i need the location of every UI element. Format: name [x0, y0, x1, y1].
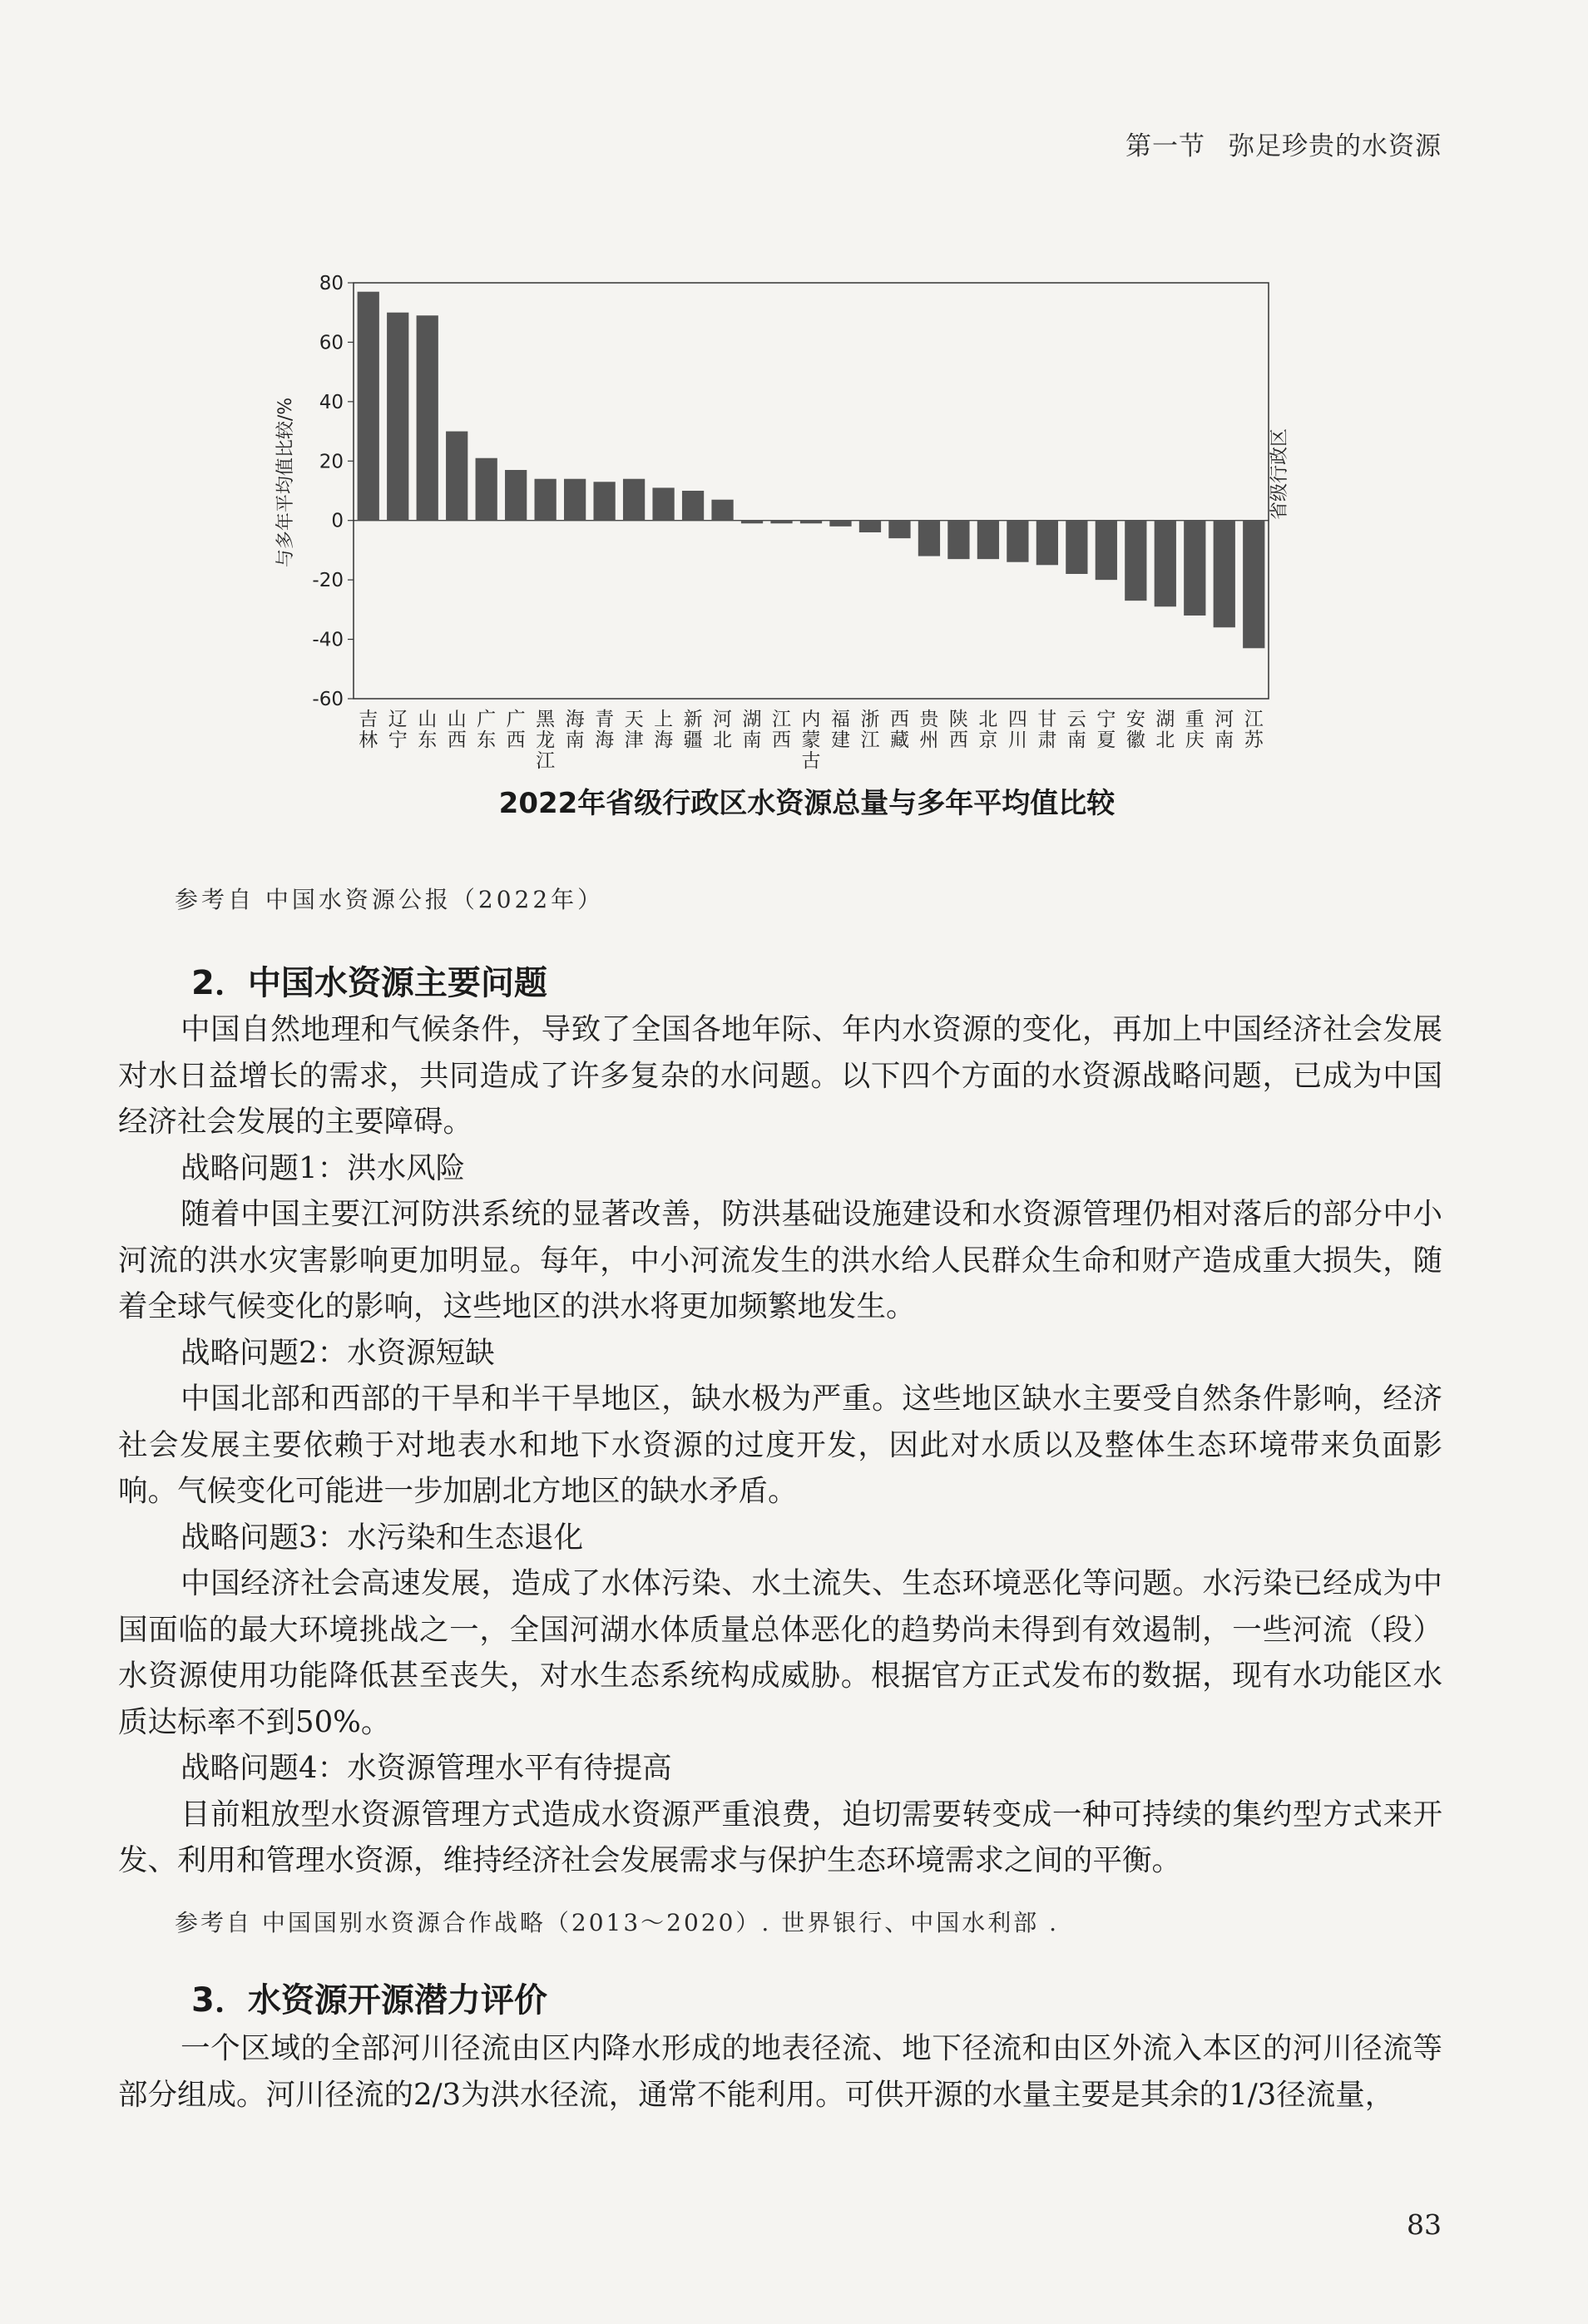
problem-2-title: 战略问题2：水资源短缺 — [181, 1335, 495, 1370]
bar-chart — [275, 266, 1339, 782]
bar-甘肃 — [1036, 521, 1058, 566]
x-tick-label: 重庆 — [1185, 709, 1205, 751]
chart-x-labels — [359, 709, 1264, 772]
problem-1-text: 随着中国主要江河防洪系统的显著改善，防洪基础设施建设和水资源管理仍相对落后的部分中小河流的洪水灾害影响更加明显。每年，中小河流发生的洪水给人民群众生命和财产造成重大损失，随着全球气候变化的影响，这些地区的洪水将更加频繁地发生。 — [118, 1197, 1442, 1323]
bar-四川 — [1007, 521, 1028, 562]
chart-bars — [358, 292, 1265, 649]
source-citation-1: 参考自 中国水资源公报（2022年） — [175, 886, 605, 913]
bar-广西 — [505, 470, 527, 521]
y-tick-label: 60 — [319, 332, 344, 354]
y-tick-label: 20 — [319, 451, 344, 473]
section-body-water-potential — [118, 2025, 1442, 2118]
x-tick-label: 安徽 — [1125, 709, 1145, 751]
bar-福建 — [829, 521, 851, 527]
bar-河南 — [1214, 521, 1235, 628]
x-tick-label: 北京 — [978, 709, 998, 751]
bar-安徽 — [1125, 521, 1146, 601]
y-tick-label: 80 — [319, 273, 344, 294]
header-title: 弥足珍贵的水资源 — [1229, 131, 1442, 161]
y-tick-label: -20 — [312, 570, 344, 592]
running-header — [1125, 125, 1442, 162]
x-tick-label: 辽宁 — [388, 709, 408, 751]
bar-山西 — [446, 432, 467, 521]
bar-贵州 — [918, 521, 940, 556]
x-tick-label: 广东 — [477, 709, 497, 751]
x-tick-label: 福建 — [830, 709, 850, 751]
problem-3-title: 战略问题3：水污染和生态退化 — [181, 1520, 584, 1555]
bar-湖南 — [741, 521, 763, 524]
y-tick-label: 0 — [331, 510, 344, 532]
x-tick-label: 黑龙江 — [536, 709, 556, 772]
problem-4-title: 战略问题4：水资源管理水平有待提高 — [181, 1751, 672, 1785]
bar-重庆 — [1184, 521, 1205, 616]
x-tick-label: 广西 — [506, 709, 526, 751]
bar-青海 — [593, 482, 615, 520]
x-tick-label: 吉林 — [359, 709, 378, 751]
y-tick-label: 40 — [319, 391, 344, 413]
problem-4-text: 目前粗放型水资源管理方式造成水资源严重浪费，迫切需要转变成一种可持续的集约型方式来开发、利用和管理水资源，维持经济社会发展需求与保护生态环境需求之间的平衡。 — [118, 1797, 1442, 1877]
x-tick-label: 云南 — [1066, 709, 1086, 751]
bar-黑龙江 — [535, 479, 557, 521]
x-tick-label: 浙江 — [860, 709, 880, 751]
header-section: 第一节 — [1125, 131, 1205, 161]
problem-1-title: 战略问题1：洪水风险 — [181, 1150, 466, 1185]
bar-浙江 — [859, 521, 881, 532]
x-tick-label: 山东 — [418, 709, 438, 751]
y-tick-label: -60 — [312, 689, 344, 710]
bar-湖北 — [1155, 521, 1176, 607]
chart-y-ticks — [312, 273, 354, 710]
bar-新疆 — [682, 491, 704, 521]
bar-广东 — [476, 458, 497, 521]
bar-江苏 — [1243, 521, 1264, 649]
bar-辽宁 — [387, 313, 408, 521]
problem-2-text: 中国北部和西部的干旱和半干旱地区，缺水极为严重。这些地区缺水主要受自然条件影响，经济社会发展主要依赖于对地表水和地下水资源的过度开发，因此对水质以及整体生态环境带来负面影响。气候变化可能进一步加剧北方地区的缺水矛盾。 — [118, 1382, 1442, 1508]
y-tick-label: -40 — [312, 629, 344, 651]
x-tick-label: 青海 — [595, 709, 615, 751]
x-tick-label: 湖南 — [742, 709, 762, 751]
bar-内蒙古 — [800, 521, 822, 524]
bar-云南 — [1066, 521, 1087, 574]
x-tick-label: 西藏 — [889, 709, 909, 751]
bar-北京 — [977, 521, 999, 559]
x-tick-label: 陕西 — [948, 709, 968, 751]
x-tick-label: 上海 — [654, 709, 674, 751]
bar-河北 — [711, 500, 733, 521]
section-heading-water-potential: 3．水资源开源潜力评价 — [191, 1981, 547, 2020]
bar-西藏 — [888, 521, 910, 538]
page-number: 83 — [1407, 2208, 1442, 2241]
x-tick-label: 四川 — [1007, 709, 1027, 751]
problem-3-text: 中国经济社会高速发展，造成了水体污染、水土流失、生态环境恶化等问题。水污染已经成为中国面临的最大环境挑战之一，全国河湖水体质量总体恶化的趋势尚未得到有效遏制，一些河流（段）水资源使用功能降低甚至丧失，对水生态系统构成威胁。根据官方正式发布的数据，现有水功能区水质达标率不到50%。 — [118, 1566, 1442, 1739]
x-tick-label: 内蒙古 — [801, 709, 821, 772]
bar-天津 — [623, 479, 645, 521]
section-heading-water-problems: 2．中国水资源主要问题 — [191, 964, 547, 1002]
chart-x-axis-label: 省级行政区 — [1269, 428, 1290, 521]
x-tick-label: 海南 — [565, 709, 585, 751]
x-tick-label: 山西 — [447, 709, 467, 751]
x-tick-label: 甘肃 — [1037, 709, 1057, 751]
bar-上海 — [652, 487, 674, 520]
bar-江西 — [770, 521, 792, 524]
x-tick-label: 宁夏 — [1096, 709, 1116, 751]
x-tick-label: 江西 — [772, 709, 792, 751]
x-tick-label: 新疆 — [683, 709, 703, 751]
bar-海南 — [564, 479, 586, 521]
x-tick-label: 江苏 — [1244, 709, 1264, 751]
potential-paragraph: 一个区域的全部河川径流由区内降水形成的地表径流、地下径流和由区外流入本区的河川径流等部分组成。河川径流的2/3为洪水径流，通常不能利用。可供开源的水量主要是其余的1/3径流量， — [118, 2031, 1442, 2112]
bar-吉林 — [358, 292, 379, 521]
bar-陕西 — [947, 521, 969, 559]
bar-山东 — [417, 315, 438, 520]
chart-title: 2022年省级行政区水资源总量与多年平均值比较 — [498, 787, 1116, 820]
x-tick-label: 贵州 — [919, 709, 939, 751]
source-citation-2: 参考自 中国国别水资源合作战略（2013～2020）. 世界银行、中国水利部 . — [175, 1909, 1060, 1936]
intro-paragraph: 中国自然地理和气候条件，导致了全国各地年际、年内水资源的变化，再加上中国经济社会发展对水日益增长的需求，共同造成了许多复杂的水问题。以下四个方面的水资源战略问题，已成为中国经济社会发展的主要障碍。 — [118, 1012, 1442, 1139]
bar-宁夏 — [1096, 521, 1117, 580]
x-tick-label: 湖北 — [1155, 709, 1175, 751]
x-tick-label: 河北 — [713, 709, 733, 751]
x-tick-label: 天津 — [624, 709, 644, 751]
x-tick-label: 河南 — [1214, 709, 1234, 751]
section-body-water-problems — [118, 1006, 1442, 1884]
chart-y-axis-label: 与多年平均值比较/% — [275, 397, 296, 568]
